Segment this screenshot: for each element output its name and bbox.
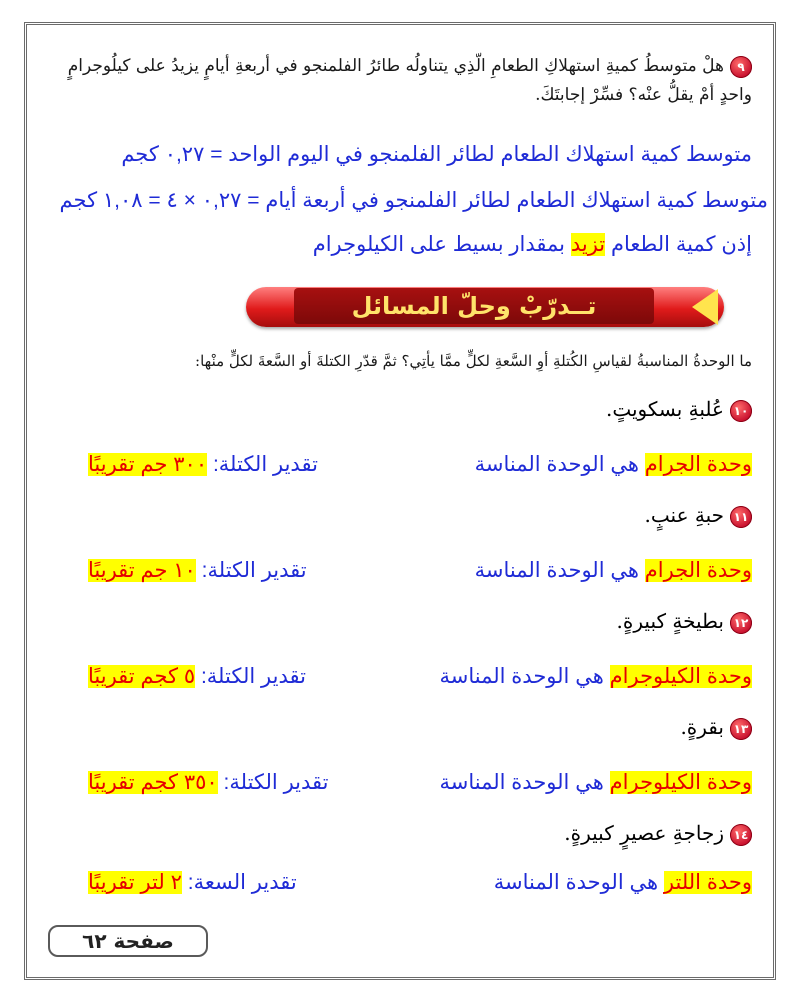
banner-title: تــدرّبْ وحلّ المسائل: [351, 292, 597, 320]
banner-label: [294, 288, 654, 324]
unit-rest: هي الوحدة المناسة: [439, 665, 610, 688]
estimate-value: ١٠ جم تقريبًا: [88, 559, 196, 582]
banner-arrow-icon: [692, 289, 718, 325]
item-question-text: بقرةٍ.: [680, 715, 724, 739]
unit-highlight: وحدة الجرام: [644, 559, 752, 582]
unit-answer: [494, 870, 752, 895]
unit-rest: هي الوحدة المناسة: [439, 771, 610, 794]
estimate-label: تقدير الكتلة:: [195, 559, 307, 582]
item-answer-row: [48, 664, 752, 694]
item-question: [48, 821, 752, 846]
question-number-badge: ١٠: [730, 400, 752, 422]
unit-highlight: وحدة الجرام: [644, 453, 752, 476]
item-question: [48, 397, 752, 422]
unit-highlight: وحدة الكيلوجرام: [609, 771, 752, 794]
estimate-answer: [88, 558, 307, 583]
estimate-value: ٣٥٠ كجم تقريبًا: [88, 771, 218, 794]
item-answer-row: [48, 452, 752, 482]
estimate-answer: [88, 664, 306, 689]
question-9-text: هلْ متوسطُ كميةِ استهلاكِ الطعامِ الّذِي يتناولُه طائرُ الفلمنجو في أربعةِ أيامٍ يزيدُ على كيلُوجرامٍ واحدٍ أمْ يقلُّ عنْه؟ فسِّرْ إجابتَكَ.: [67, 56, 752, 105]
item-answer-row: [48, 770, 752, 800]
estimate-label: تقدير السعة:: [181, 871, 297, 894]
estimate-value: ٥ كجم تقريبًا: [88, 665, 196, 688]
question-number-badge: ١٣: [730, 718, 752, 740]
unit-rest: هي الوحدة المناسة: [493, 871, 664, 894]
unit-highlight: وحدة اللتر: [663, 871, 752, 894]
item-question: [48, 609, 752, 634]
answer-9-line-1: متوسط كمية استهلاك الطعام لطائر الفلمنجو في اليوم الواحد = ٠,٢٧ كجم: [121, 143, 752, 166]
item-question: [48, 503, 752, 528]
answer-9-highlight: تزيد: [570, 233, 606, 256]
answer-9-line-2: متوسط كمية استهلاك الطعام لطائر الفلمنجو في أربعة أيام = ٠,٢٧ × ٤ = ١,٠٨ كجم: [59, 189, 768, 212]
item-question-text: حبةِ عنبٍ.: [644, 503, 724, 527]
estimate-label: تقدير الكتلة:: [207, 453, 318, 476]
question-number-badge: ١٢: [730, 612, 752, 634]
unit-answer: [475, 558, 752, 583]
answer-9-line-3-end: بمقدار بسيط على الكيلوجرام: [312, 233, 571, 256]
page-number-box: صفحة ٦٢: [48, 925, 208, 957]
estimate-answer: [88, 452, 318, 477]
item-question-text: بطيخةٍ كبيرةٍ.: [616, 609, 724, 633]
estimate-answer: [88, 870, 297, 895]
question-number-badge: ٩: [730, 56, 752, 78]
exercise-instruction: ما الوحدةُ المناسبةُ لقياسِ الكُتلةِ أوِ السَّعةِ لكلٍّ ممَّا يأتِي؟ ثمَّ قدّرِ الكتلةَ أو السَّعةَ لكلٍّ منْها:: [195, 352, 752, 370]
answer-9-line-3: [48, 232, 752, 257]
unit-answer: [440, 770, 753, 795]
unit-highlight: وحدة الكيلوجرام: [609, 665, 752, 688]
estimate-value: ٣٠٠ جم تقريبًا: [88, 453, 208, 476]
estimate-label: تقدير الكتلة:: [217, 771, 329, 794]
question-9: [48, 52, 752, 110]
answer-9-line-3-start: إذن كمية الطعام: [605, 233, 752, 256]
question-number-badge: ١٤: [730, 824, 752, 846]
unit-answer: [440, 664, 753, 689]
item-answer-row: [48, 870, 752, 900]
item-answer-row: [48, 558, 752, 588]
estimate-answer: [88, 770, 329, 795]
estimate-label: تقدير الكتلة:: [195, 665, 306, 688]
unit-answer: [475, 452, 752, 477]
item-question-text: زجاجةِ عصيرٍ كبيرةٍ.: [564, 821, 724, 845]
question-number-badge: ١١: [730, 506, 752, 528]
unit-rest: هي الوحدة المناسة: [474, 453, 645, 476]
unit-rest: هي الوحدة المناسة: [474, 559, 645, 582]
estimate-value: ٢ لتر تقريبًا: [88, 871, 182, 894]
item-question: [48, 715, 752, 740]
item-question-text: عُلبةِ بسكويتٍ.: [605, 397, 724, 421]
section-banner: [232, 283, 724, 333]
